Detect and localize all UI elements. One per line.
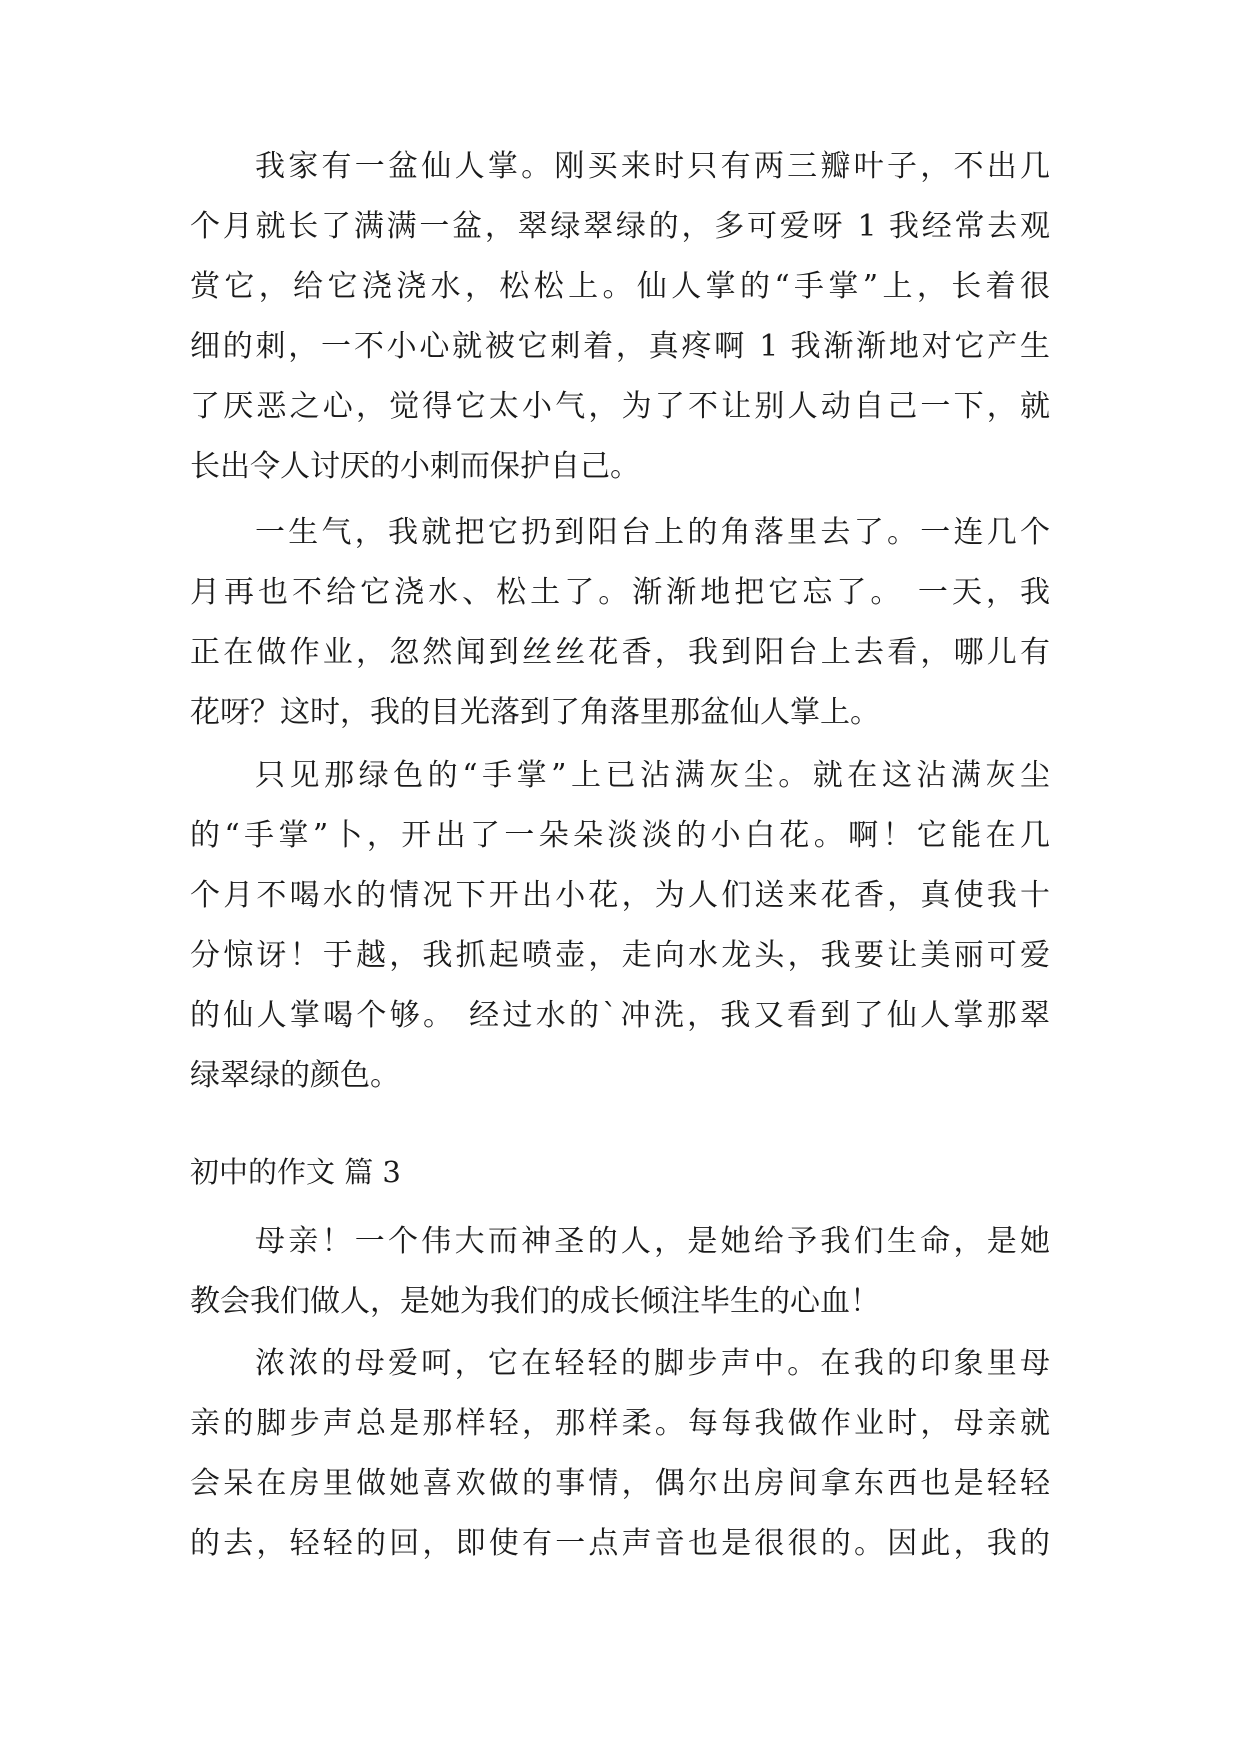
paragraph-line: 只见那绿色的“手掌”上已沾满灰尘。就在这沾满灰尘: [255, 758, 1050, 793]
paragraph-line: 了厌恶之心，觉得它太小气，为了不让别人动自己一下，就: [190, 389, 1050, 424]
paragraph-line: 的“手掌”卜，开出了一朵朵淡淡的小白花。啊！它能在几: [190, 818, 1050, 853]
paragraph-line: 正在做作业，忽然闻到丝丝花香，我到阳台上去看，哪儿有: [190, 635, 1050, 670]
paragraph-line: 赏它，给它浇浇水，松松上。仙人掌的“手掌”上，长着很: [190, 269, 1050, 304]
paragraph-line: 个月不喝水的情况下开出小花，为人们送来花香，真使我十: [190, 878, 1050, 913]
paragraph-line: 亲的脚步声总是那样轻，那样柔。每每我做作业时，母亲就: [190, 1406, 1050, 1441]
paragraph-line: 浓浓的母爱呵，它在轻轻的脚步声中。在我的印象里母: [255, 1346, 1050, 1381]
paragraph-line: 我家有一盆仙人掌。刚买来时只有两三瓣叶子，不出几: [255, 149, 1050, 184]
section-heading: 初中的作文 篇 3: [190, 1155, 401, 1189]
paragraph-line: 的仙人掌喝个够。 经过水的`冲洗，我又看到了仙人掌那翠: [190, 998, 1050, 1033]
paragraph-line: 个月就长了满满一盆，翠绿翠绿的，多可爱呀 1 我经常去观: [190, 209, 1050, 244]
paragraph-line: 分惊讶！于越，我抓起喷壶，走向水龙头，我要让美丽可爱: [190, 938, 1050, 973]
paragraph-line: 会呆在房里做她喜欢做的事情，偶尔出房间拿东西也是轻轻: [190, 1466, 1050, 1501]
paragraph-line: 花呀？这时，我的目光落到了角落里那盆仙人掌上。: [190, 695, 880, 730]
paragraph-line: 母亲！一个伟大而神圣的人，是她给予我们生命，是她: [255, 1224, 1050, 1259]
paragraph-line: 绿翠绿的颜色。: [190, 1058, 400, 1093]
paragraph-line: 的去，轻轻的回，即使有一点声音也是很很的。因此，我的: [190, 1526, 1050, 1561]
paragraph-line: 长出令人讨厌的小刺而保护自己。: [190, 449, 640, 484]
paragraph-line: 细的刺，一不小心就被它刺着，真疼啊 1 我渐渐地对它产生: [190, 329, 1050, 364]
paragraph-line: 一生气，我就把它扔到阳台上的角落里去了。一连几个: [255, 515, 1050, 550]
paragraph-line: 教会我们做人，是她为我们的成长倾注毕生的心血！: [190, 1284, 880, 1319]
paragraph-line: 月再也不给它浇水、松土了。渐渐地把它忘了。 一天，我: [190, 575, 1050, 610]
